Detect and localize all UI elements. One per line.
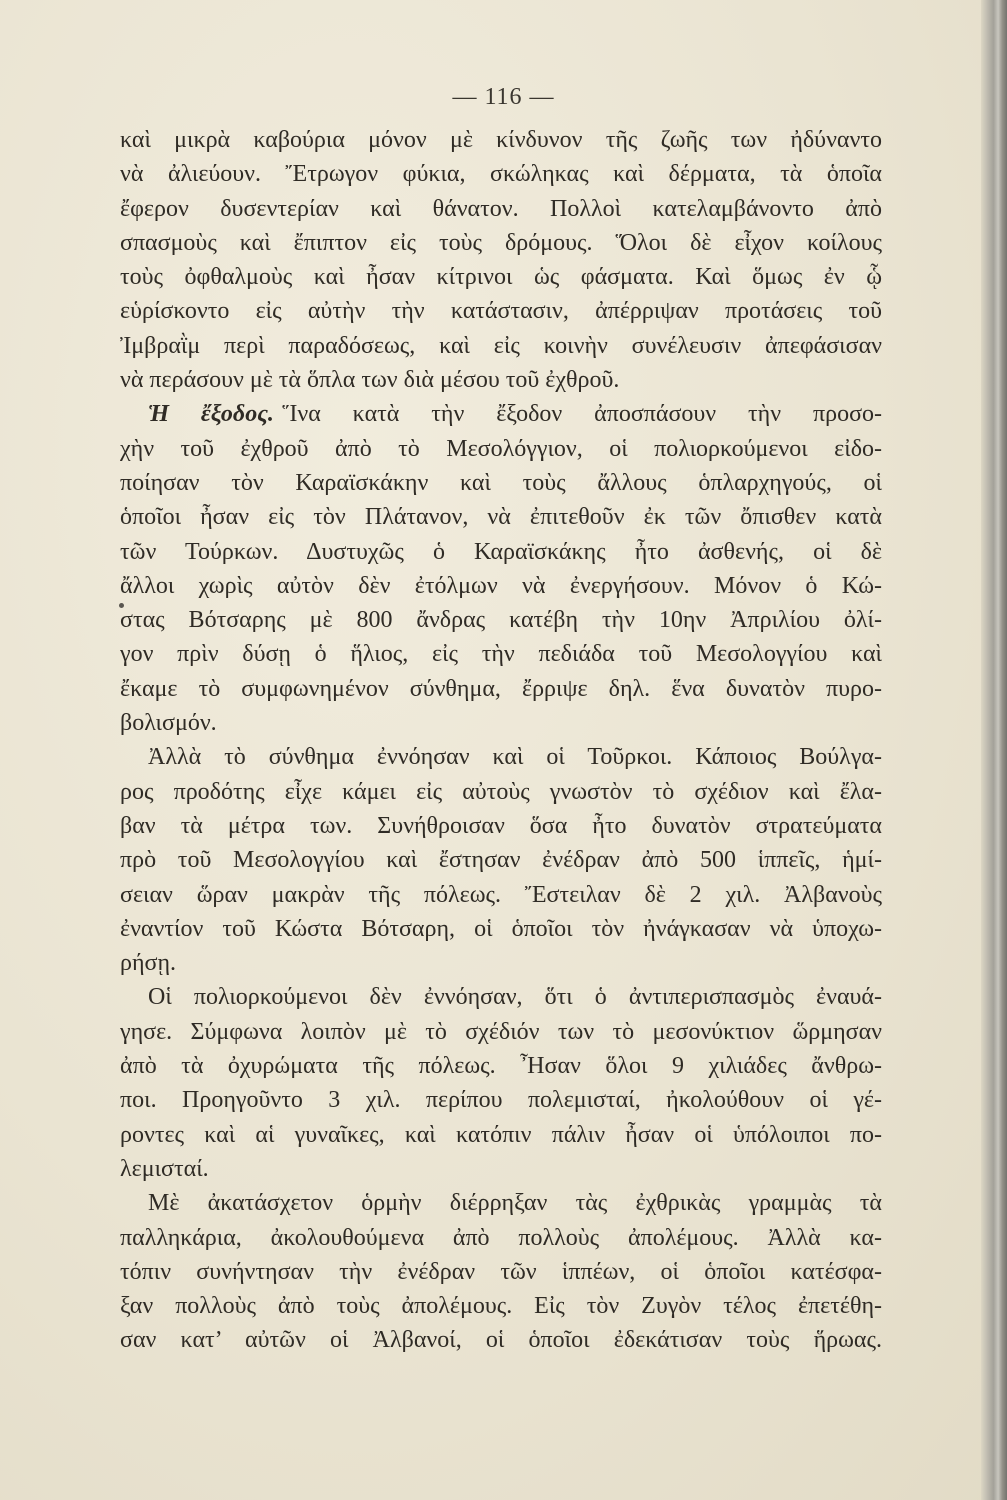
- text-line: ρος προδότης εἶχε κάμει εἰς αὐτοὺς γνωστὸν τὸ σχέδιον καὶ ἔλα-: [120, 778, 882, 805]
- text-line: ροντες καὶ αἱ γυναῖκες, καὶ κατόπιν πάλιν ἦσαν οἱ ὑπόλοιποι πο-: [120, 1121, 882, 1148]
- page-number: — 116 —: [452, 84, 555, 110]
- paragraph: [120, 1186, 882, 1357]
- text-line: Μὲ ἀκατάσχετον ὁρμὴν διέρρηξαν τὰς ἐχθρικὰς γραμμὰς τὰ: [148, 1190, 882, 1217]
- text-line: Ἀλλὰ τὸ σύνθημα ἐννόησαν καὶ οἱ Τοῦρκοι. Κάποιος Βούλγα-: [148, 744, 882, 771]
- text-line: ρήσῃ.: [120, 950, 177, 977]
- text-line: τῶν Τούρκων. Δυστυχῶς ὁ Καραϊσκάκης ἦτο ἀσθενής, οἱ δὲ: [120, 538, 882, 565]
- text-line: ὁποῖοι ἦσαν εἰς τὸν Πλάτανον, νὰ ἐπιτεθοῦν ἐκ τῶν ὄπισθεν κατὰ: [120, 504, 882, 531]
- text-line: χὴν τοῦ ἐχθροῦ ἀπὸ τὸ Μεσολόγγιον, οἱ πολιορκούμενοι εἰδο-: [120, 435, 882, 462]
- text-line: εὑρίσκοντο εἰς αὐτὴν τὴν κατάστασιν, ἀπέρριψαν προτάσεις τοῦ: [120, 298, 882, 325]
- text-line: νὰ ἀλιεύουν. Ἔτρωγον φύκια, σκώληκας καὶ δέρματα, τὰ ὁποῖα: [120, 161, 882, 188]
- text-line: νὰ περάσουν μὲ τὰ ὅπλα των διὰ μέσου τοῦ ἐχθροῦ.: [120, 367, 620, 394]
- line-text: Ἵνα κατὰ τὴν ἔξοδον ἀποσπάσουν τὴν προσο-: [282, 401, 882, 428]
- paragraph: [120, 740, 882, 980]
- text-line: βαν τὰ μέτρα των. Συνήθροισαν ὅσα ἦτο δυνατὸν στρατεύματα: [120, 812, 882, 839]
- text-line: πρὸ τοῦ Μεσολογγίου καὶ ἔστησαν ἐνέδραν ἀπὸ 500 ἱππεῖς, ἡμί-: [120, 847, 882, 874]
- text-line: ἀπὸ τὰ ὀχυρώματα τῆς πόλεως. Ἦσαν ὅλοι 9 χιλιάδες ἄνθρω-: [120, 1053, 882, 1080]
- text-line: σαν κατ’ αὐτῶν οἱ Ἀλβανοί, οἱ ὁποῖοι ἐδεκάτισαν τοὺς ἥρωας.: [120, 1327, 882, 1354]
- text-line: ἔφερον δυσεντερίαν καὶ θάνατον. Πολλοὶ κατελαμβάνοντο ἀπὸ: [120, 195, 882, 222]
- page-edge-shadow: [981, 0, 1007, 1500]
- text-line: ποι. Προηγοῦντο 3 χιλ. περίπου πολεμισταί, ἠκολούθουν οἱ γέ-: [120, 1087, 882, 1114]
- text-line: τόπιν συνήντησαν τὴν ἐνέδραν τῶν ἱππέων, οἱ ὁποῖοι κατέσφα-: [120, 1258, 882, 1285]
- paragraph: [120, 397, 882, 740]
- section-heading: Ἡ ἔξοδος.: [148, 401, 274, 428]
- text-line: ποίησαν τὸν Καραϊσκάκην καὶ τοὺς ἄλλους ὁπλαρχηγούς, οἱ: [120, 469, 882, 496]
- text-line: Ἰμβραῒμ περὶ παραδόσεως, καὶ εἰς κοινὴν συνέλευσιν ἀπεφάσισαν: [120, 332, 882, 359]
- paragraph: [120, 123, 882, 397]
- text-line: σειαν ὥραν μακρὰν τῆς πόλεως. Ἔστειλαν δὲ 2 χιλ. Ἀλβανοὺς: [120, 881, 882, 908]
- text-line: ἄλλοι χωρὶς αὐτὸν δὲν ἐτόλμων νὰ ἐνεργήσουν. Μόνον ὁ Κώ-: [120, 572, 882, 599]
- body-text: [120, 123, 882, 1358]
- paragraph: [120, 980, 882, 1186]
- text-line: ἐναντίον τοῦ Κώστα Βότσαρη, οἱ ὁποῖοι τὸν ἠνάγκασαν νὰ ὑποχω-: [120, 915, 882, 942]
- text-line: Οἱ πολιορκούμενοι δὲν ἐννόησαν, ὅτι ὁ ἀντιπερισπασμὸς ἐναυά-: [148, 984, 882, 1011]
- text-line: [120, 397, 882, 431]
- text-line: στας Βότσαρης μὲ 800 ἄνδρας κατέβη τὴν 10ην Ἀπριλίου ὀλί-: [120, 607, 882, 634]
- text-line: γησε. Σύμφωνα λοιπὸν μὲ τὸ σχέδιόν των τὸ μεσονύκτιον ὥρμησαν: [120, 1018, 882, 1045]
- text-line: λεμισταί.: [120, 1155, 209, 1182]
- text-line: τοὺς ὀφθαλμοὺς καὶ ἦσαν κίτρινοι ὡς φάσματα. Καὶ ὅμως ἐν ᾧ: [120, 264, 882, 291]
- text-line: ξαν πολλοὺς ἀπὸ τοὺς ἀπολέμους. Εἰς τὸν Ζυγὸν τέλος ἐπετέθη-: [120, 1293, 882, 1320]
- text-line: βολισμόν.: [120, 710, 217, 737]
- text-line: σπασμοὺς καὶ ἔπιπτον εἰς τοὺς δρόμους. Ὅλοι δὲ εἶχον κοίλους: [120, 229, 882, 256]
- text-line: ἔκαμε τὸ συμφωνημένον σύνθημα, ἔρριψε δηλ. ἕνα δυνατὸν πυρο-: [120, 675, 882, 702]
- text-line: καὶ μικρὰ καβούρια μόνον μὲ κίνδυνον τῆς ζωῆς των ἠδύναντο: [120, 127, 882, 153]
- text-line: παλληκάρια, ἀκολουθούμενα ἀπὸ πολλοὺς ἀπολέμους. Ἀλλὰ κα-: [120, 1224, 882, 1251]
- text-line: γον πρὶν δύσῃ ὁ ἥλιος, εἰς τὴν πεδιάδα τοῦ Μεσολογγίου καὶ: [120, 641, 882, 668]
